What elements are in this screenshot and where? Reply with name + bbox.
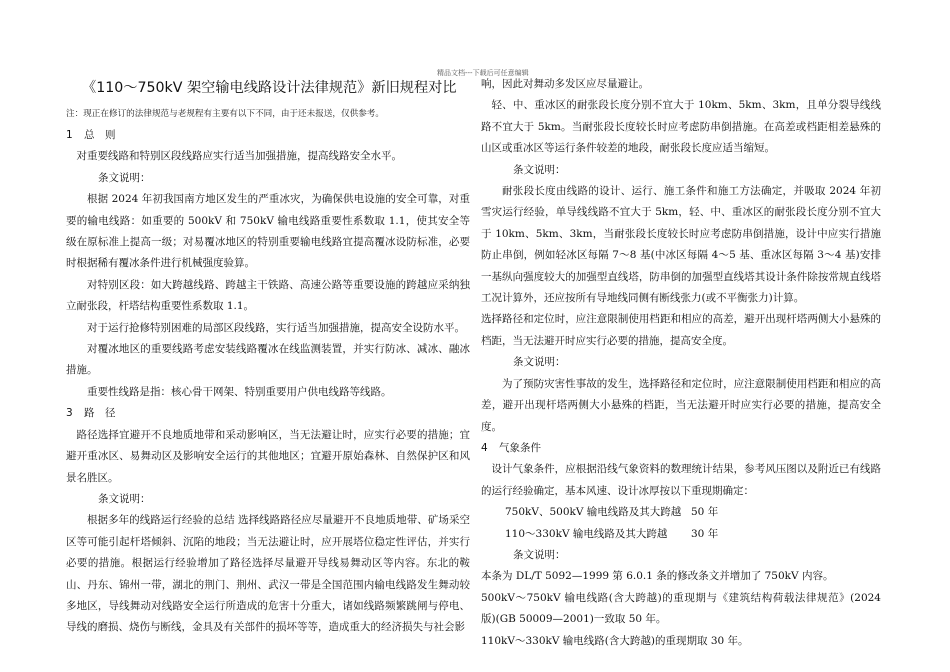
header-watermark: 精品文档---下载后可任意编辑 (437, 69, 529, 77)
return-period: 50 年 (691, 506, 719, 519)
paragraph-continued: 响，因此对舞动多发区应尽量避让。 (481, 78, 649, 90)
voltage-class: 750kV、500kV 输电线路及其大跨越 (505, 506, 682, 519)
paragraph: 对重要线路和特别区段线路应实行适当加强措施，提高线路安全水平。 (76, 150, 402, 163)
clause-explanation-label: 条文说明： (513, 356, 566, 369)
voltage-class: 110～330kV 输电线路及其大跨越 (505, 527, 668, 540)
clause-explanation-label: 条文说明： (513, 163, 566, 176)
right-column (481, 74, 881, 652)
paragraph: 选择路径和定位时，应注意限制使用档距和相应的高差，避开出现杆塔两侧大小悬殊的档距，当无法避开时应实行必要的措施，提高安全度。 (481, 313, 881, 347)
revision-note: 注：现正在修订的法律规范与老规程有主要有以下不同，由于还未报送，仅供参考。 (66, 109, 384, 119)
paragraph: 路径选择宜避开不良地质地带和采动影响区，当无法避让时，应实行必要的措施；宜避开重冰区、易舞动区及影响安全运行的其他地区；宜避开原始森林、自然保护区和风景名胜区。 (66, 428, 470, 484)
section-title: 气象条件 (499, 441, 541, 454)
section-number: 4 (481, 441, 488, 454)
paragraph: 根据 2024 年初我国南方地区发生的严重冰灾，为确保供电设施的安全可靠，对重要的输电线路：如重要的 500kV 和 750kV 输电线路重要性系数取 1.1，使其安全等级在原标准上提高一级；对易覆冰地区的特别重要输电线路宜提高覆冰设防标准，必要时根据稀有覆冰条件进行机械强度验算。 (66, 193, 470, 270)
return-period-row (481, 524, 881, 545)
section-heading-1 (66, 125, 470, 146)
paragraph: 为了预防灾害性事故的发生，选择路径和定位时，应注意限制使用档距和相应的高差，避开出现杆塔两侧大小悬殊的档距，当无法避开时应实行必要的措施，提高安全度。 (481, 377, 881, 433)
document-title: 《110～750kV 架空输电线路设计法律规范》新旧规程对比 (82, 80, 457, 96)
section-heading-3 (66, 403, 470, 424)
paragraph: 轻、中、重冰区的耐张段长度分别不宜大于 10km、5km、3km，且单分裂导线线路不宜大于 5km。当耐张段长度较长时应考虑防串倒措施。在高差或档距相差悬殊的山区或重冰区等运行条件较差的地段，耐张段长度应适当缩短。 (481, 99, 881, 155)
paragraph: 对特别区段：如大跨越线路、跨越主干铁路、高速公路等重要设施的跨越应采纳独立耐张段，杆塔结构重要性系数取 1.1。 (66, 278, 470, 313)
return-period-row (481, 502, 881, 523)
paragraph: 500kV～750kV 输电线路(含大跨越)的重现期与《建筑结构荷载法律规范》(2024 版)(GB 50009—2001)一致取 50 年。 (481, 591, 881, 626)
clause-explanation-label: 条文说明： (98, 492, 151, 505)
section-heading-4 (481, 438, 881, 459)
paragraph: 重要性线路是指：核心骨干网架、特别重要用户供电线路等线路。 (87, 385, 392, 398)
paragraph: 对覆冰地区的重要线路考虑安装线路覆冰在线监测装置，并实行防冰、减冰、融冰措施。 (66, 343, 470, 377)
left-column (66, 74, 470, 639)
paragraph: 110kV～330kV 输电线路(含大跨越)的重现期取 30 年。 (481, 634, 749, 647)
section-number: 3 (66, 407, 73, 420)
section-title: 总 则 (84, 129, 116, 141)
section-title: 路 径 (84, 407, 116, 420)
clause-explanation-label: 条文说明： (98, 171, 151, 184)
section-number: 1 (66, 129, 73, 141)
paragraph: 本条为 DL/T 5092—1999 第 6.0.1 条的修改条文并增加了 750kV 内容。 (481, 570, 834, 583)
clause-explanation-label: 条文说明： (513, 548, 566, 561)
paragraph: 耐张段长度由线路的设计、运行、施工条件和施工方法确定，并吸取 2024 年初雪灾运行经验，单导线线路不宜大于 5km，轻、中、重冰区的耐张段长度分别不宜大于 10km、5km、3km，当耐张段长度较长时应考虑防串倒措施，设计中应实行措施防止串倒，例如轻冰区每隔 7～8 基(中冰区每隔 4～5 基、重冰区每隔 3～4 基)安排一基纵向强度较大的加强型直线塔，防串倒的加强型直线塔其设计条件除按常规直线塔工况计算外，还应按所有导地线同侧有断线张力(或不平衡张力)计算。 (481, 185, 881, 305)
paragraph: 设计气象条件，应根据沿线气象资料的数理统计结果，参考风压图以及附近已有线路的运行经验确定，基本风速、设计冰厚按以下重现期确定： (481, 463, 881, 497)
paragraph: 根据多年的线路运行经验的总结 选择线路路径应尽量避开不良地质地带、矿场采空区等可能引起杆塔倾斜、沉陷的地段；当无法避让时，应开展塔位稳定性评估，并实行必要的措施。根据运行经验增加了路径选择尽量避开导线易舞动区等内容。东北的鞍山、丹东、锦州一带，湖北的荆门、荆州、武汉一带是全国范围内输电线路发生舞动较多地区，导线舞动对线路安全运行所造成的危害十分重大，诸如线路频繁跳闸与停电、导线的磨损、烧伤与断线，金具及有关部件的损坏等等，造成重大的经济损失与社会影 (66, 514, 470, 634)
return-period: 30 年 (691, 527, 719, 540)
paragraph: 对于运行抢修特别困难的局部区段线路，实行适当加强措施，提高安全设防水平。 (87, 321, 465, 334)
